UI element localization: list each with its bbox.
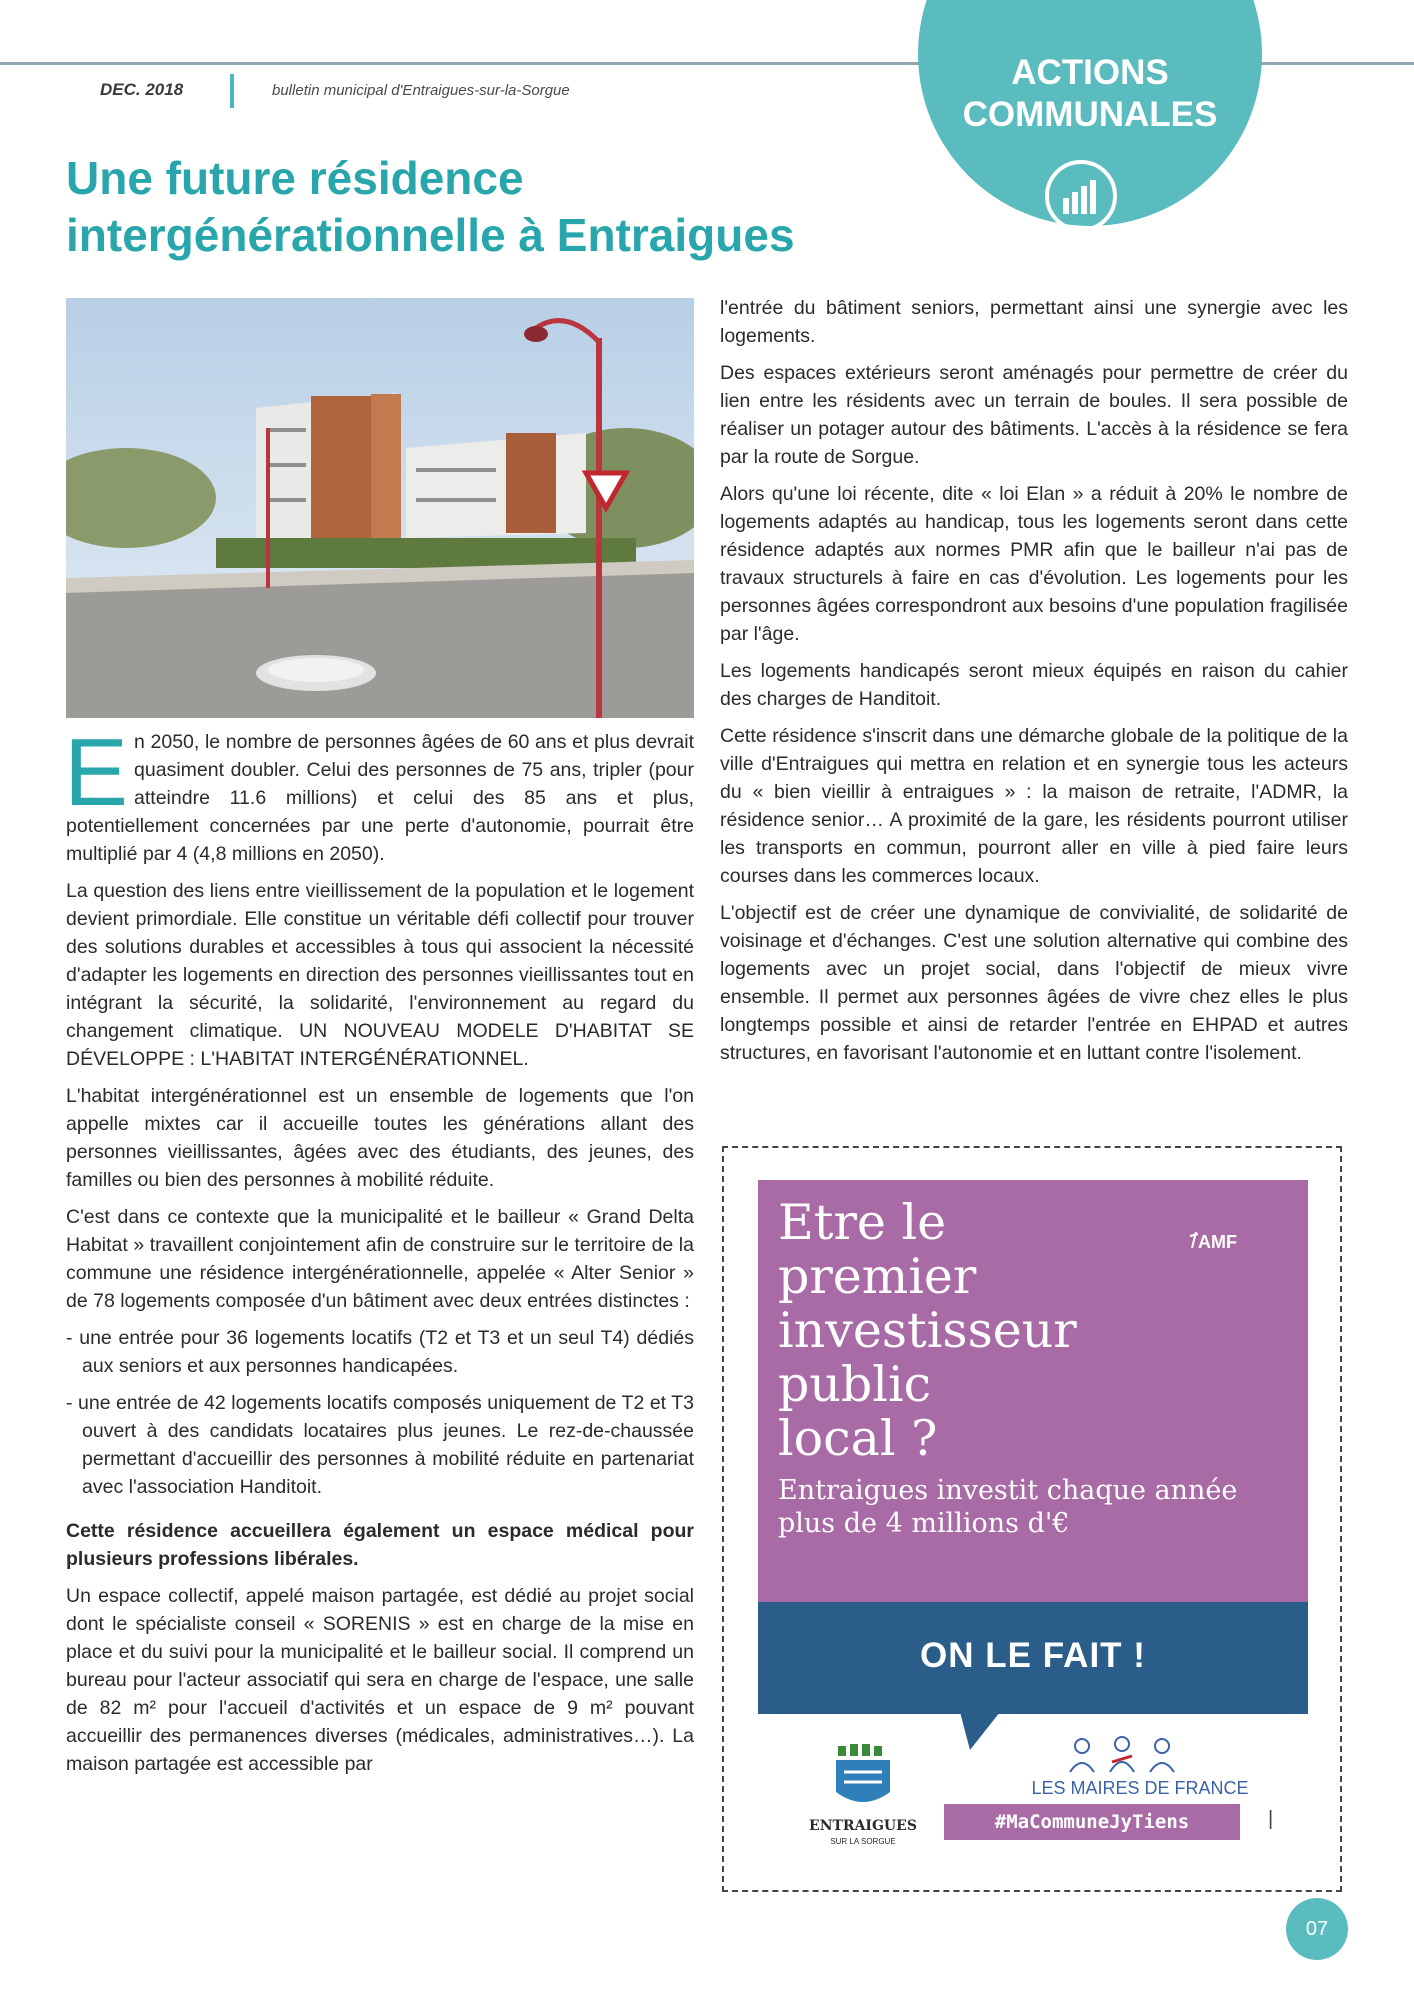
entraigues-logo	[808, 1742, 918, 1862]
title-line2: intergénérationnelle à Entraigues	[66, 209, 795, 261]
section-title-line1: ACTIONS	[1011, 53, 1169, 92]
town-logo-name: ENTRAIGUES	[809, 1818, 917, 1834]
ad-headline-line: investisseur	[778, 1302, 1077, 1359]
section-title-line2: COMMUNALES	[962, 95, 1218, 134]
ad-headline-line: local ?	[778, 1410, 938, 1467]
drop-cap: E	[64, 719, 129, 826]
bullet-item: - une entrée pour 36 logements locatifs (T2 et T3 et un seul T4) dédiés aux seniors et aux personnes handicapées.	[66, 1327, 694, 1377]
speech-bubble-tail	[960, 1712, 1020, 1752]
intro-paragraph	[64, 719, 694, 868]
amf-logo	[1182, 1220, 1262, 1260]
maires-people-icon	[1042, 1734, 1202, 1774]
town-logo-sub: SUR LA SORGUE	[830, 1837, 896, 1846]
issue-date: DEC. 2018	[100, 80, 184, 99]
bullet-item: - une entrée de 42 logements locatifs composés uniquement de T2 et T3 ouvert à des candidats locataires plus jeunes. Le rez-de-chaussée permettant d'accueillir des personnes à mobilité réduite en partenariat avec l'association Handitoit.	[66, 1392, 694, 1498]
article-left-column	[64, 719, 694, 1787]
ad-banner-text: ON LE FAIT !	[920, 1636, 1146, 1675]
ad-subtitle	[778, 1474, 1278, 1540]
intro-text: n 2050, le nombre de personnes âgées de 60 ans et plus devrait quasiment doubler. Celui des personnes de 75 ans, tripler (pour atteindre 11.6 millions) et celui des 85 ans et plus, potentiellement concernées par une perte d'autonomie, pourrait être multiplié par 4 (4,8 millions en 2050).	[66, 731, 694, 865]
article-title	[66, 150, 926, 264]
ad-hashtag: #MaCommuneJyTiens	[944, 1804, 1240, 1840]
header-separator	[230, 74, 234, 108]
title-line1: Une future résidence	[66, 152, 524, 204]
article-right-column	[720, 294, 1348, 1076]
ad-headline	[778, 1196, 1178, 1466]
paragraph: C'est dans ce contexte que la municipalité et le bailleur « Grand Delta Habitat » travaillent conjointement afin de construire sur le territoire de la commune une résidence intergénérationnelle, appelée « Alter Senior » de 78 logements composée d'un bâtiment avec deux entrées distinctes :	[66, 1206, 694, 1312]
ad-mark: |	[1268, 1808, 1274, 1830]
bar-chart-icon	[1043, 158, 1119, 234]
ad-headline-line: public	[778, 1356, 932, 1413]
ad-headline-line: premier	[778, 1248, 977, 1305]
ad-subtitle-line: Entraigues investit chaque année	[778, 1475, 1238, 1506]
highlight-paragraph: Cette résidence accueillera également un espace médical pour plusieurs professions libérales.	[66, 1520, 694, 1570]
amf-logo-text: AMF	[1198, 1232, 1237, 1252]
paragraph: Cette résidence s'inscrit dans une démarche globale de la politique de la ville d'Entraigues qui mettra en relation et en synergie tous les acteurs du « bien vieillir à entraigues » : la maison de retraite, l'ADMR, la résidence senior… A proximité de la gare, les résidents pourront utiliser les transports en commun, pourront aller en ville à pied faire leurs courses dans les commerces locaux.	[720, 725, 1348, 887]
building-rendering-image	[66, 298, 694, 718]
ad-headline-line: Etre le	[778, 1194, 947, 1251]
paragraph: Alors qu'une loi récente, dite « loi Elan » a réduit à 20% le nombre de logements adaptés au handicap, tous les logements seront dans cette résidence adaptés aux normes PMR afin que le bailleur n'ai pas de travaux structurels à faire en cas d'évolution. Les logements pour les personnes âgées correspondront aux besoins d'une population fragilisée par l'âge.	[720, 483, 1348, 645]
ad-subtitle-line: plus de 4 millions d'€	[778, 1508, 1070, 1539]
bulletin-name: bulletin municipal d'Entraigues-sur-la-Sorgue	[272, 82, 570, 99]
maires-de-france-label: LES MAIRES DE FRANCE	[1031, 1778, 1249, 1798]
paragraph: L'objectif est de créer une dynamique de convivialité, de solidarité de voisinage et d'échanges. C'est une solution alternative qui combine des logements avec un projet social, dans l'objectif de mieux vivre ensemble. Il permet aux personnes âgées de vivre chez elles le plus longtemps possible et ainsi de retarder l'entrée en EHPAD et autres structures, en favorisant l'autonomie et en luttant contre l'isolement.	[720, 902, 1348, 1064]
paragraph: l'entrée du bâtiment seniors, permettant ainsi une synergie avec les logements.	[720, 297, 1348, 347]
section-title	[918, 52, 1262, 136]
page-number: 07	[1286, 1898, 1348, 1960]
paragraph: La question des liens entre vieillissement de la population et le logement devient primordiale. Elle constitue un véritable défi collectif pour trouver des solutions durables et accessibles à tous qui associent la nécessité d'adapter les logements en direction des personnes vieillissantes tout en intégrant la sécurité, la solidarité, l'environnement au regard du changement climatique. UN NOUVEAU MODELE D'HABITAT SE DÉVELOPPE : L'HABITAT INTERGÉNÉRATIONNEL.	[66, 880, 694, 1070]
paragraph: Les logements handicapés seront mieux équipés en raison du cahier des charges de Handitoit.	[720, 660, 1348, 710]
paragraph: Un espace collectif, appelé maison partagée, est dédié au projet social dont le spécialiste conseil « SORENIS » est en charge de la mise en place et du suivi pour la municipalité et le bailleur social. Il comprend un bureau pour l'acteur associatif qui sera en charge de l'espace, une salle de 82 m² pour l'accueil d'activités et un espace de 9 m² pouvant accueillir des permanences diverses (médicales, administratives…). La maison partagée est accessible par	[66, 1585, 694, 1775]
paragraph: L'habitat intergénérationnel est un ensemble de logements que l'on appelle mixtes car il accueille toutes les générations allant des personnes vieillissantes, âgées avec des étudiants, des jeunes, des familles ou bien des personnes à mobilité réduite.	[66, 1085, 694, 1191]
paragraph: Des espaces extérieurs seront aménagés pour permettre de créer du lien entre les résidents avec un terrain de boules. Il sera possible de réaliser un potager autour des bâtiments. L'accès à la résidence se fera par la route de Sorgue.	[720, 362, 1348, 468]
